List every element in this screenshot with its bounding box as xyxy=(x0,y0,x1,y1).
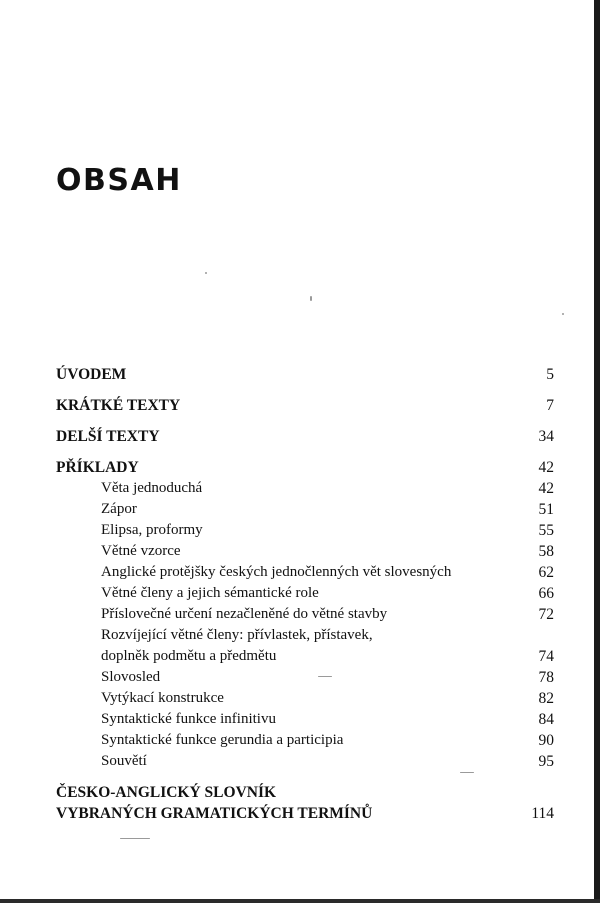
toc-subentry[interactable] xyxy=(56,541,554,562)
toc-subentry-label: Větné členy a jejich sémantické role xyxy=(101,585,319,601)
scan-edge-right xyxy=(594,0,600,903)
toc-page-number: 62 xyxy=(538,564,554,581)
toc-page-number: 74 xyxy=(538,648,554,665)
scan-speck xyxy=(562,313,564,315)
toc-entry-slovnik-line2[interactable] xyxy=(56,803,554,824)
toc-page-number: 55 xyxy=(538,522,554,539)
toc-subentry-label: Rozvíjející větné členy: přívlastek, přístavek, xyxy=(101,627,373,643)
toc-subentry-label: Zápor xyxy=(101,501,137,517)
page-title: OBSAH xyxy=(56,163,182,198)
toc-page-number: 114 xyxy=(531,805,554,822)
toc-subentry[interactable] xyxy=(56,583,554,604)
toc-subentry[interactable] xyxy=(56,478,554,499)
toc-subentry[interactable] xyxy=(56,709,554,730)
toc-page-number: 7 xyxy=(546,397,554,414)
toc-entry-kratke-texty[interactable] xyxy=(56,395,554,416)
toc-entry-label: ÚVODEM xyxy=(56,366,127,383)
toc-subentry[interactable] xyxy=(56,688,554,709)
toc-subentry-label: doplněk podmětu a předmětu xyxy=(101,648,277,664)
toc-subentry-label: Syntaktické funkce gerundia a participia xyxy=(101,732,344,748)
toc-subentry[interactable] xyxy=(56,730,554,751)
toc-subentry[interactable] xyxy=(56,625,554,646)
toc-subentry-label: Příslovečné určení nezačleněné do větné stavby xyxy=(101,606,388,622)
toc-subentry-label: Větné vzorce xyxy=(101,543,181,559)
scan-speck xyxy=(120,838,150,839)
toc-page-number: 51 xyxy=(538,501,554,518)
toc-entry-slovnik-line1[interactable] xyxy=(56,782,554,803)
toc-entry-delsi-texty[interactable] xyxy=(56,426,554,447)
toc-page-number: 84 xyxy=(538,711,554,728)
toc-subentry-label: Elipsa, proformy xyxy=(101,522,203,538)
toc-entry-label: PŘÍKLADY xyxy=(56,459,139,476)
toc-page-number: 82 xyxy=(538,690,554,707)
toc-entry-label: DELŠÍ TEXTY xyxy=(56,428,160,445)
toc-subentry[interactable] xyxy=(56,646,554,667)
table-of-contents xyxy=(56,364,554,824)
scan-edge-bottom xyxy=(0,899,600,903)
toc-subentry[interactable] xyxy=(56,667,554,688)
toc-subentry-label: Věta jednoduchá xyxy=(101,480,203,496)
toc-subentry[interactable] xyxy=(56,562,554,583)
toc-page-number: 42 xyxy=(538,480,554,497)
toc-page-number: 58 xyxy=(538,543,554,560)
toc-page-number: 90 xyxy=(538,732,554,749)
toc-entry-label: KRÁTKÉ TEXTY xyxy=(56,397,181,414)
toc-page-number: 42 xyxy=(538,459,554,476)
scan-speck xyxy=(205,272,207,274)
toc-entry-uvodem[interactable] xyxy=(56,364,554,385)
toc-subentry-label: Slovosled xyxy=(101,669,161,685)
toc-page-number: 34 xyxy=(538,428,554,445)
toc-entry-label: VYBRANÝCH GRAMATICKÝCH TERMÍNŮ xyxy=(56,805,373,822)
toc-subentry[interactable] xyxy=(56,520,554,541)
toc-subentry-label: Syntaktické funkce infinitivu xyxy=(101,711,276,727)
toc-entry-label: ČESKO-ANGLICKÝ SLOVNÍK xyxy=(56,784,277,801)
toc-page-number: 78 xyxy=(538,669,554,686)
toc-page-number: 95 xyxy=(538,753,554,770)
toc-entry-priklady[interactable] xyxy=(56,457,554,478)
toc-subentry-label: Anglické protějšky českých jednočlenných vět slovesných xyxy=(101,564,452,580)
toc-subentry[interactable] xyxy=(56,751,554,772)
scan-speck xyxy=(310,296,312,301)
toc-page-number: 66 xyxy=(538,585,554,602)
toc-subentry[interactable] xyxy=(56,499,554,520)
toc-subentry-label: Souvětí xyxy=(101,753,147,769)
toc-page-number: 72 xyxy=(538,606,554,623)
toc-subentry-label: Vytýkací konstrukce xyxy=(101,690,224,706)
toc-page-number: 5 xyxy=(546,366,554,383)
toc-subentry[interactable] xyxy=(56,604,554,625)
